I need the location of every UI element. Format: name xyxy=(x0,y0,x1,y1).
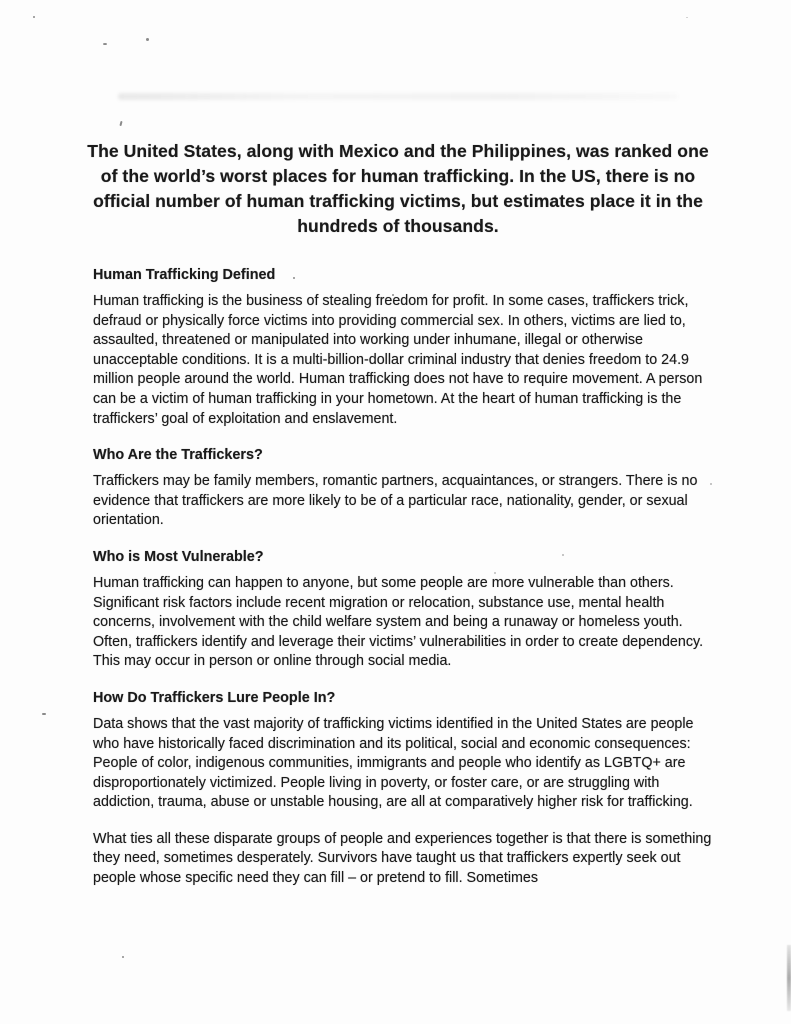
scan-speck xyxy=(33,16,35,18)
section-who-is-most-vulnerable xyxy=(93,548,714,672)
document-body xyxy=(93,266,714,889)
section-paragraph: Data shows that the vast majority of trafficking victims identified in the United States are people who have historically faced discrimination and its political, social and economic consequences: People of color, indigenous communities, immigrants and people who identify as LGBTQ+ are disproportionately victimized. People living in poverty, or foster care, or are struggling with addiction, trauma, abuse or unstable housing, are all at comparatively higher risk for trafficking. xyxy=(93,715,694,811)
section-paragraph: Human trafficking is the business of stealing freedom for profit. In some cases, traffickers trick, defraud or physically force victims into providing commercial sex. In others, victims are lied to, assaulted, threatened or manipulated into working under inhumane, illegal or otherwise unacceptable conditions. It is a multi-billion-dollar criminal industry that denies freedom to 24.9 million people around the world. Human trafficking does not have to require movement. A person can be a victim of human trafficking in your hometown. At the heart of human trafficking is the traffickers’ goal of exploitation and enslavement. xyxy=(93,293,703,427)
section-how-do-traffickers-lure-people-in xyxy=(93,689,714,889)
section-paragraph: Human trafficking can happen to anyone, but some people are more vulnerable than others. Significant risk factors include recent migration or relocation, substance use, mental health concerns, involvement with the child welfare system and being a runaway or homeless youth. Often, traffickers identify and leverage their victims’ vulnerabilities in order to create dependency. This may occur in person or online through social media. xyxy=(93,574,704,670)
scan-speck xyxy=(103,43,107,45)
scan-bleedthrough-band xyxy=(118,93,678,100)
section-heading: Human Trafficking Defined xyxy=(93,267,276,283)
section-human-trafficking-defined xyxy=(93,266,714,429)
scan-speck xyxy=(146,38,149,41)
section-who-are-the-traffickers xyxy=(93,446,714,531)
section-paragraph: Traffickers may be family members, romantic partners, acquaintances, or strangers. There is no evidence that traffickers are more likely to be of a particular race, nationality, gender, or sexual orientation. xyxy=(93,473,698,529)
scan-speck xyxy=(122,956,124,958)
scan-speck-apostrophe xyxy=(119,121,122,126)
scan-speck xyxy=(686,17,688,18)
section-heading: Who Are the Traffickers? xyxy=(93,447,263,464)
section-paragraph: What ties all these disparate groups of people and experiences together is that there is something they need, sometimes desperately. Survivors have taught us that traffickers expertly seek out people whose specific need they can fill – or pretend to fill. Sometimes xyxy=(93,830,712,887)
document-headline: The United States, along with Mexico and the Philippines, was ranked one of the world’s worst places for human trafficking. In the US, there is no official number of human trafficking victims, but estimates place it in the hundreds of thousands. xyxy=(87,141,709,236)
scan-edge-streak xyxy=(787,945,791,1011)
scan-speck xyxy=(42,713,46,715)
section-heading: Who is Most Vulnerable? xyxy=(93,548,264,565)
section-heading: How Do Traffickers Lure People In? xyxy=(93,689,336,706)
